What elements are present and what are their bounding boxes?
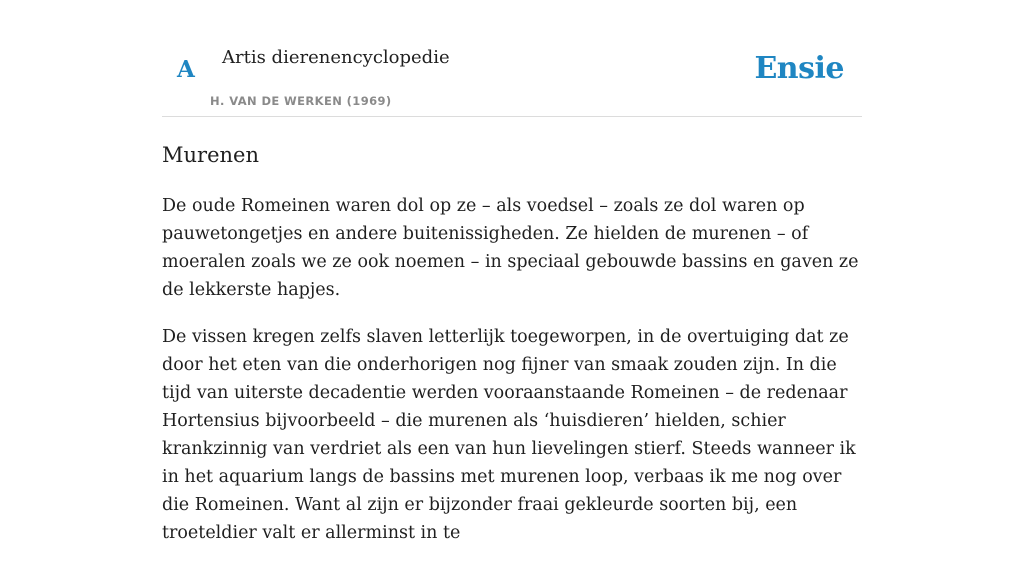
header — [162, 0, 862, 117]
book-title[interactable]: Artis dierenencyclopedie — [222, 47, 450, 68]
ensie-logo[interactable]: Ensie — [754, 51, 844, 86]
author-byline: H. VAN DE WERKEN (1969) — [210, 94, 392, 108]
article — [162, 139, 866, 566]
article-paragraph: De oude Romeinen waren dol op ze – als voedsel – zoals ze dol waren op pauwetongetjes en andere buitenissigheden. Ze hielden de murenen – of moeralen zoals we ze ook noemen – in speciaal gebouwde bassins en gaven ze de lekkerste hapjes. — [162, 196, 859, 300]
article-title: Murenen — [162, 143, 259, 167]
letter-index-link[interactable]: A — [177, 56, 195, 83]
article-paragraph: De vissen kregen zelfs slaven letterlijk toegeworpen, in de overtuiging dat ze door het eten van die onderhorigen nog fijner van smaak zouden zijn. In die tijd van uiterste decadentie werden vooraanstaande Romeinen – de redenaar Hortensius bijvoorbeeld – die murenen als ‘huisdieren’ hielden, schier krankzinnig van verdriet als een van hun lievelingen stierf. Steeds wanneer ik in het aquarium langs de bassins met murenen loop, verbaas ik me nog over die Romeinen. Want al zijn er bijzonder fraai gekleurde soorten bij, een troeteldier valt er allerminst in te — [162, 327, 856, 543]
